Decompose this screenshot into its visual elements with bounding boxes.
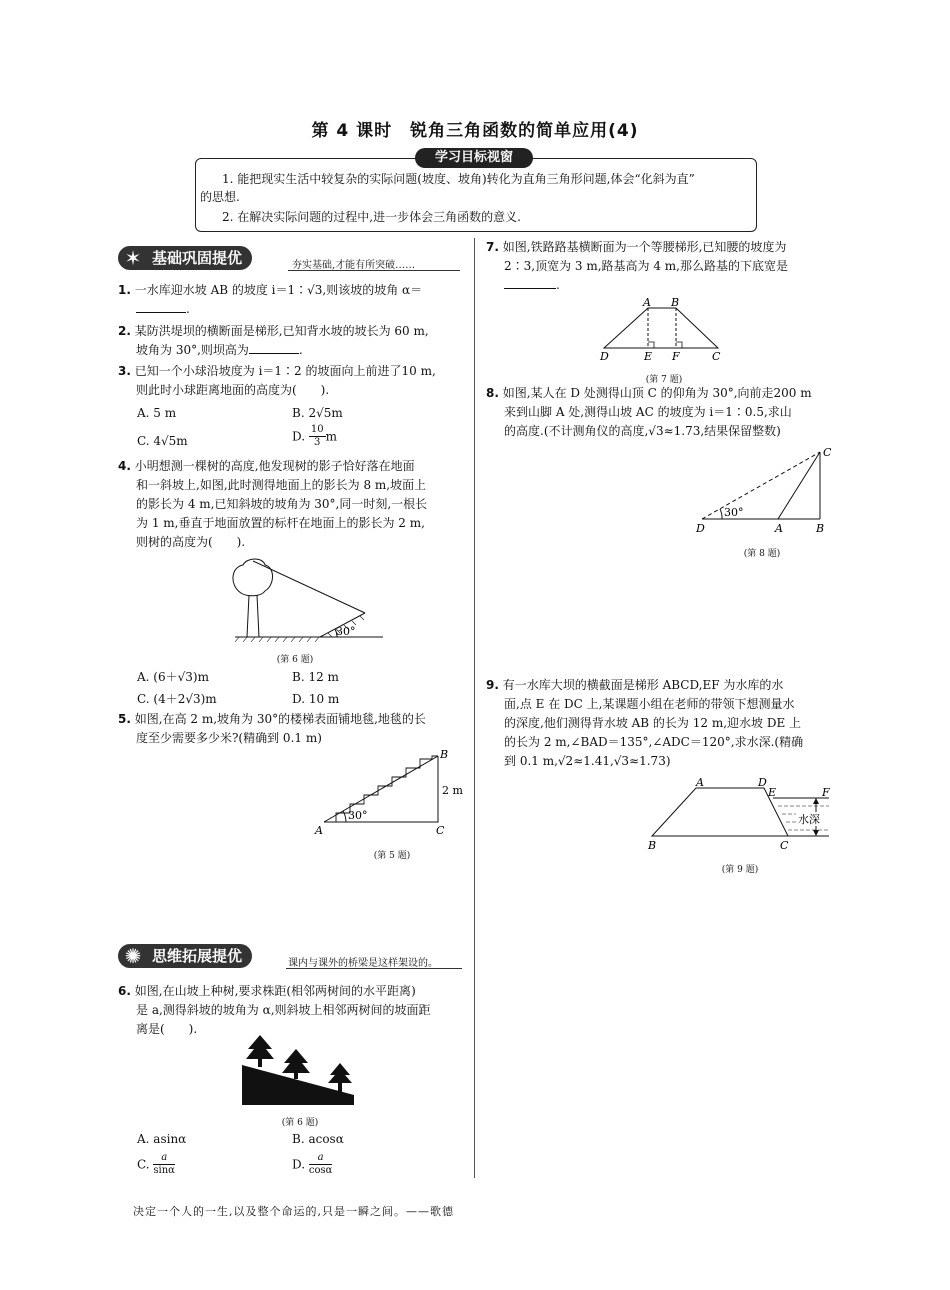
question-1: 1. 一水库迎水坡 AB 的坡度 i＝1∶√3,则该坡的坡角 α＝ . bbox=[118, 283, 423, 316]
section-basic-header bbox=[118, 244, 463, 272]
section-extend-motto: 课内与课外的桥梁是这样架设的。 bbox=[288, 958, 438, 969]
q4-option-c: C. (4＋2√3)m bbox=[137, 692, 217, 706]
objective-line-1: 1. 能把现实生活中较复杂的实际问题(坡度、坡角)转化为直角三角形问题,体会“化斜为直” bbox=[222, 172, 695, 186]
svg-text:A: A bbox=[775, 522, 783, 535]
q7-trapezoid-figure bbox=[592, 296, 732, 364]
q6-option-c: C. $\frac{a}{\sin\alpha}$ bbox=[137, 1152, 175, 1176]
svg-text:D: D bbox=[600, 350, 609, 363]
q9-dam-figure bbox=[644, 776, 839, 856]
section-basic-label: 基础巩固提优 bbox=[118, 246, 252, 270]
question-5: 5. 如图,在高 2 m,坡角为 30°的楼梯表面铺地毯,地毯的长 度至少需要多少米?(精确到 0.1 m) bbox=[118, 712, 426, 745]
page-title: 第 4 课时 锐角三角函数的简单应用(4) bbox=[311, 121, 639, 141]
q5-stairs-figure bbox=[312, 746, 472, 836]
svg-text:C: C bbox=[780, 839, 789, 852]
svg-text:30°: 30° bbox=[348, 809, 368, 822]
section-extend-label: 思维拓展提优 bbox=[118, 944, 252, 968]
q3-option-d: D. $\frac{10}{3}$ m bbox=[292, 424, 337, 448]
svg-text:A: A bbox=[315, 824, 323, 836]
q4-figure-caption: (第 6 题) bbox=[276, 655, 314, 665]
svg-text:D: D bbox=[758, 776, 767, 789]
section-extend-rule bbox=[286, 968, 462, 969]
q9-figure-caption: (第 9 题) bbox=[721, 865, 759, 875]
q8-figure-caption: (第 8 题) bbox=[743, 549, 781, 559]
section-basic-motto: 夯实基础,才能有所突破…… bbox=[292, 260, 416, 271]
svg-text:F: F bbox=[822, 786, 830, 799]
q3-option-c: C. 4√5m bbox=[137, 434, 188, 448]
section-extend-header bbox=[118, 942, 463, 970]
svg-text:B: B bbox=[671, 296, 680, 309]
question-4: 4. 小明想测一棵树的高度,他发现树的影子恰好落在地面 和一斜坡上,如图,此时测得地面上的影长为 8 m,坡面上 的影长为 4 m,已知斜坡的坡角为 30°,同一时刻,一根长 为 1 m,垂直于地面放置的标杆在地面上的影长为 2 m, 则树的高度为( ). bbox=[118, 459, 428, 549]
footer-quote: 决定一个人的一生,以及整个命运的,只是一瞬之间。——歌德 bbox=[133, 1205, 454, 1218]
svg-text:C: C bbox=[436, 824, 445, 836]
q4-option-b: B. 12 m bbox=[292, 670, 339, 684]
starfish-icon: ✶ bbox=[124, 246, 142, 270]
q3-option-b: B. 2√5m bbox=[292, 406, 343, 420]
svg-text:C: C bbox=[712, 350, 721, 363]
svg-text:D: D bbox=[696, 522, 705, 535]
svg-text:E: E bbox=[644, 350, 653, 363]
column-divider bbox=[474, 238, 475, 1178]
question-2: 2. 某防洪堤坝的横断面是梯形,已知背水坡的坡长为 60 m, 坡角为 30°,则坝高为 . bbox=[118, 324, 429, 357]
q4-tree-figure bbox=[225, 555, 390, 645]
q6-slope-trees-figure bbox=[240, 1035, 360, 1107]
q6-option-a: A. asinα bbox=[137, 1132, 187, 1146]
objectives-tag: 学习目标视窗 bbox=[415, 148, 533, 168]
question-7: 7. 如图,铁路路基横断面为一个等腰梯形,已知腰的坡度为 2∶3,顶宽为 3 m,路基高为 4 m,那么路基的下底宽是 . bbox=[486, 240, 788, 292]
shell-icon: ✺ bbox=[124, 944, 142, 968]
svg-text:B: B bbox=[816, 522, 825, 535]
q5-figure-caption: (第 5 题) bbox=[373, 851, 411, 861]
q8-mountain-figure bbox=[690, 444, 840, 539]
svg-text:C: C bbox=[823, 446, 832, 459]
svg-text:A: A bbox=[696, 776, 704, 789]
q4-option-d: D. 10 m bbox=[292, 692, 340, 706]
objective-line-3: 2. 在解决实际问题的过程中,进一步体会三角函数的意义. bbox=[222, 210, 521, 224]
svg-text:B: B bbox=[440, 748, 449, 761]
svg-text:2 m: 2 m bbox=[442, 784, 463, 797]
question-6: 6. 如图,在山坡上种树,要求株距(相邻两树间的水平距离) 是 a,测得斜坡的坡角为 α,则斜坡上相邻两树间的坡面距 离是( ). bbox=[118, 984, 431, 1036]
section-basic-rule bbox=[288, 270, 460, 271]
q4-option-a: A. (6＋√3)m bbox=[137, 670, 209, 684]
svg-text:30°: 30° bbox=[336, 625, 356, 638]
svg-text:30°: 30° bbox=[724, 506, 744, 519]
question-9: 9. 有一水库大坝的横截面是梯形 ABCD,EF 为水库的水 面,点 E 在 DC 上,某课题小组在老师的带领下想测量水 的深度,他们测得背水坡 AB 的长为 12 m,迎水坡 DE 上 的长为 2 m,∠BAD＝135°,∠ADC＝120°,求水深.(精确 到 0.1 m,√2≈1.41,√3≈1.73) bbox=[486, 678, 804, 768]
svg-text:E: E bbox=[768, 786, 777, 799]
svg-text:A: A bbox=[643, 296, 651, 309]
q7-figure-caption: (第 7 题) bbox=[645, 375, 683, 385]
q6-option-d: D. $\frac{a}{\cos\alpha}$ bbox=[292, 1152, 333, 1176]
question-3: 3. 已知一个小球沿坡度为 i＝1∶2 的坡面向上前进了10 m, 则此时小球距离地面的高度为( ). bbox=[118, 364, 436, 397]
q6-figure-caption: (第 6 题) bbox=[281, 1118, 319, 1128]
svg-text:水深: 水深 bbox=[798, 813, 820, 826]
q6-option-b: B. acosα bbox=[292, 1132, 344, 1146]
svg-text:B: B bbox=[648, 839, 657, 852]
q3-option-a: A. 5 m bbox=[137, 406, 177, 420]
question-8: 8. 如图,某人在 D 处测得山顶 C 的仰角为 30°,向前走200 m 来到山脚 A 处,测得山坡 AC 的坡度为 i＝1∶0.5,求山 的高度.(不计测角仪的高度,√3≈1.73,结果保留整数) bbox=[486, 386, 812, 438]
objective-line-2: 的思想. bbox=[200, 190, 240, 204]
svg-text:F: F bbox=[672, 350, 680, 363]
